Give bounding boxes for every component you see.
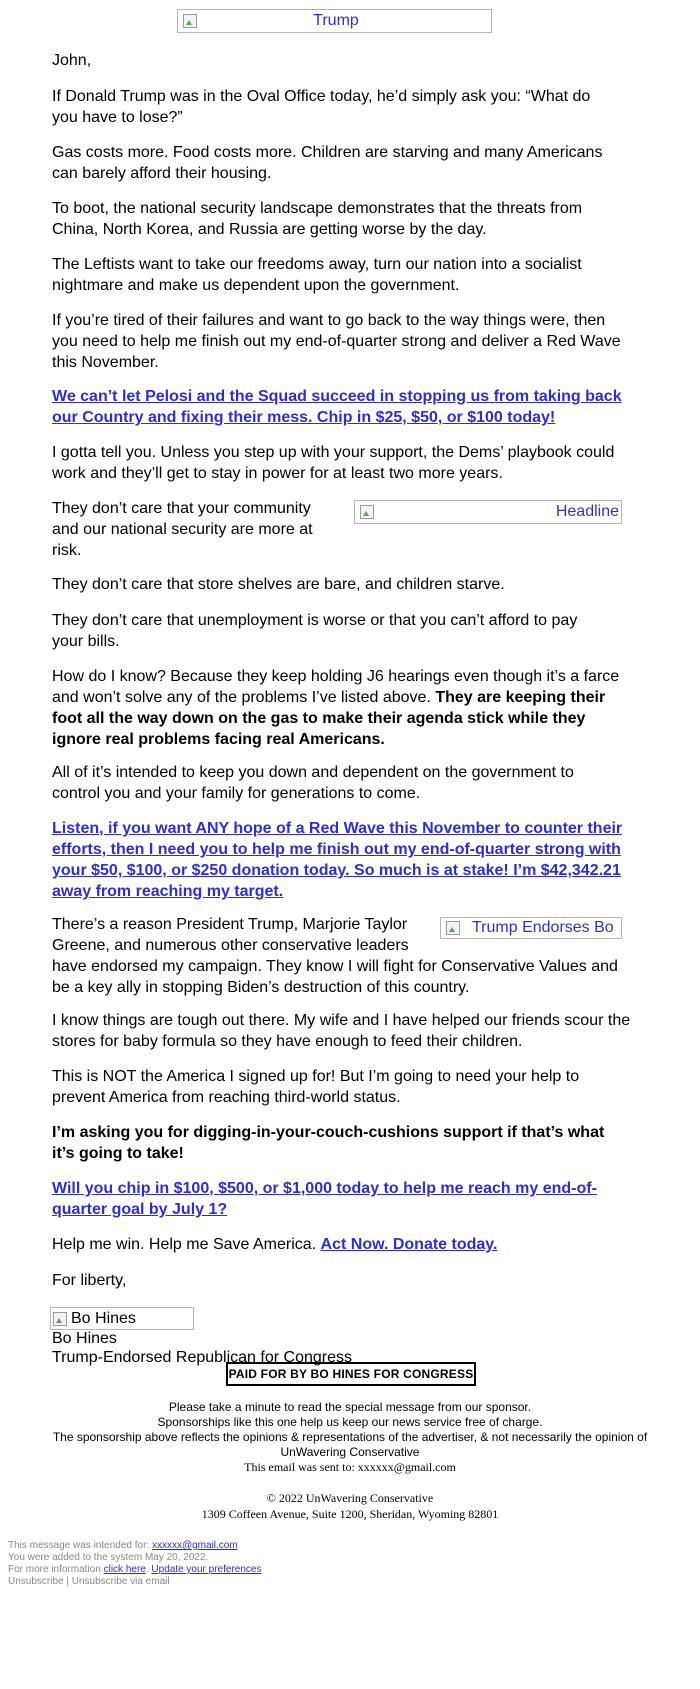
footer-more-info <box>8 1564 608 1576</box>
signature-name: Bo Hines <box>52 1330 117 1347</box>
footer-pipe: | <box>63 1576 72 1587</box>
donate-link-2[interactable]: Listen, if you want ANY hope of a Red Wave this November to counter their efforts, then I need you to help me finish out my end-of-quarter strong with your $50, $100, or $250 donation today. So much is at stake! I’m $42,342.21 away from reaching my target. <box>52 820 623 900</box>
broken-image-icon <box>446 921 460 935</box>
sponsor-line-3: The sponsorship above reflects the opinions & representations of the advertiser, & not necessarily the opinion of UnWavering Conservative <box>52 1430 648 1459</box>
signature-image-alt: Bo Hines <box>71 1309 136 1327</box>
update-preferences-link[interactable]: Update your preferences <box>151 1564 262 1575</box>
paragraph-10-text: How do I know? Because they keep holding J6 hearings even though it’s a farce and won’t solve any of the problems I’ve listed above. <box>52 668 620 706</box>
click-here-link[interactable]: click here <box>103 1564 146 1575</box>
paragraph-14: This is NOT the America I signed up for! But I’m going to need your help to prevent America from reaching third-world status. <box>52 1068 580 1106</box>
paragraph-11: All of it’s intended to keep you down and dependent on the government to control you and your family for generations to come. <box>52 764 574 802</box>
paragraph-10-bold: They are keeping their foot all the way down on the gas to make their agenda stick while they ignore real problems facing real Americans. <box>52 689 606 748</box>
broken-image-icon <box>360 505 374 519</box>
footer-separator: . <box>145 1564 152 1575</box>
broken-image-icon <box>183 14 197 28</box>
header-image[interactable] <box>177 9 492 33</box>
paragraph-15: I’m asking you for digging-in-your-couch-cushions support if that’s what it’s going to take! <box>52 1124 605 1162</box>
sent-to-line: This email was sent to: xxxxxx@gmail.com <box>244 1460 456 1474</box>
paragraph-1: If Donald Trump was in the Oval Office today, he’d simply ask you: “What do you have to lose?” <box>52 88 591 126</box>
donate-link-1-paragraph <box>52 386 632 428</box>
footer-intended <box>8 1540 608 1552</box>
paragraph-10 <box>52 666 632 750</box>
paragraph-12-text: There’s a reason President Trump, Marjorie Taylor Greene, and numerous other conservative leaders have endorsed my campaign. They know I will fight for Conservative Values and be a key ally in stopping Biden’s destruction of this country. <box>52 916 618 996</box>
donate-link-1[interactable]: We can’t let Pelosi and the Squad succeed in stopping us from taking back our Country and fixing their mess. Chip in $25, $50, or $100 today! <box>52 388 622 426</box>
paragraph-8: They don’t care that store shelves are bare, and children starve. <box>52 576 505 593</box>
signature-image <box>50 1307 194 1330</box>
paragraph-16-text: Help me win. Help me Save America. <box>52 1236 321 1253</box>
paragraph-13: I know things are tough out there. My wife and I have helped our friends scour the stores for baby formula so they have enough to feed their children. <box>52 1012 631 1050</box>
greeting: John, <box>52 52 92 69</box>
unsubscribe-email-link[interactable]: Unsubscribe via email <box>71 1576 170 1587</box>
address: 1309 Coffeen Avenue, Suite 1200, Sheridan, Wyoming 82801 <box>201 1507 499 1521</box>
signature-title: Trump-Endorsed Republican for Congress <box>52 1349 352 1366</box>
paragraph-4: The Leftists want to take our freedoms away, turn our nation into a socialist nightmare and make us dependent upon the government. <box>52 256 582 294</box>
footer-intended-label: This message was intended for: <box>8 1540 152 1551</box>
paid-for-box: PAID FOR BY BO HINES FOR CONGRESS <box>226 1362 476 1386</box>
donate-link-2-paragraph <box>52 818 637 902</box>
sponsor-line-2: Sponsorships like this one help us keep our news service free of charge. <box>157 1415 543 1429</box>
paragraph-16 <box>52 1234 652 1255</box>
copyright: © 2022 UnWavering Conservative <box>266 1491 434 1505</box>
endorse-image-alt: Trump Endorses Bo <box>472 919 614 936</box>
footer-added: You were added to the system May 20, 2022. <box>8 1552 209 1563</box>
sponsor-line-1: Please take a minute to read the special message from our sponsor. <box>168 1400 532 1414</box>
donate-link-3-paragraph <box>52 1178 627 1220</box>
footer-more-info-label: For more information <box>8 1564 104 1575</box>
header-image-alt: Trump <box>313 12 359 29</box>
paragraph-5: If you’re tired of their failures and want to go back to the way things were, then you need to help me finish out my end-of-quarter strong and deliver a Red Wave this November. <box>52 312 621 371</box>
paragraph-2: Gas costs more. Food costs more. Children are starving and many Americans can barely afford their housing. <box>52 144 603 182</box>
paragraph-7: They don’t care that your community and our national security are more at risk. <box>52 500 313 559</box>
closing: For liberty, <box>52 1272 127 1289</box>
endorse-image[interactable] <box>440 917 622 939</box>
paragraph-9: They don’t care that unemployment is worse or that you can’t afford to pay your bills. <box>52 612 578 650</box>
paragraph-3: To boot, the national security landscape demonstrates that the threats from China, North Korea, and Russia are getting worse by the day. <box>52 200 583 238</box>
unsubscribe-link[interactable]: Unsubscribe <box>8 1576 64 1587</box>
paragraph-6: I gotta tell you. Unless you step up with your support, the Dems’ playbook could work and they’ll get to stay in power for at least two more years. <box>52 444 615 482</box>
broken-image-icon <box>53 1312 67 1326</box>
footer-intended-email[interactable]: xxxxxx@gmail.com <box>151 1540 238 1551</box>
footer-unsubscribe <box>8 1576 608 1588</box>
headline-image-alt: Headline <box>555 503 619 520</box>
donate-link-3[interactable]: Will you chip in $100, $500, or $1,000 today to help me reach my end-of-quarter goal by July 1? <box>52 1180 597 1218</box>
donate-now-link[interactable]: Act Now. Donate today. <box>320 1236 498 1253</box>
headline-image[interactable] <box>354 500 622 524</box>
